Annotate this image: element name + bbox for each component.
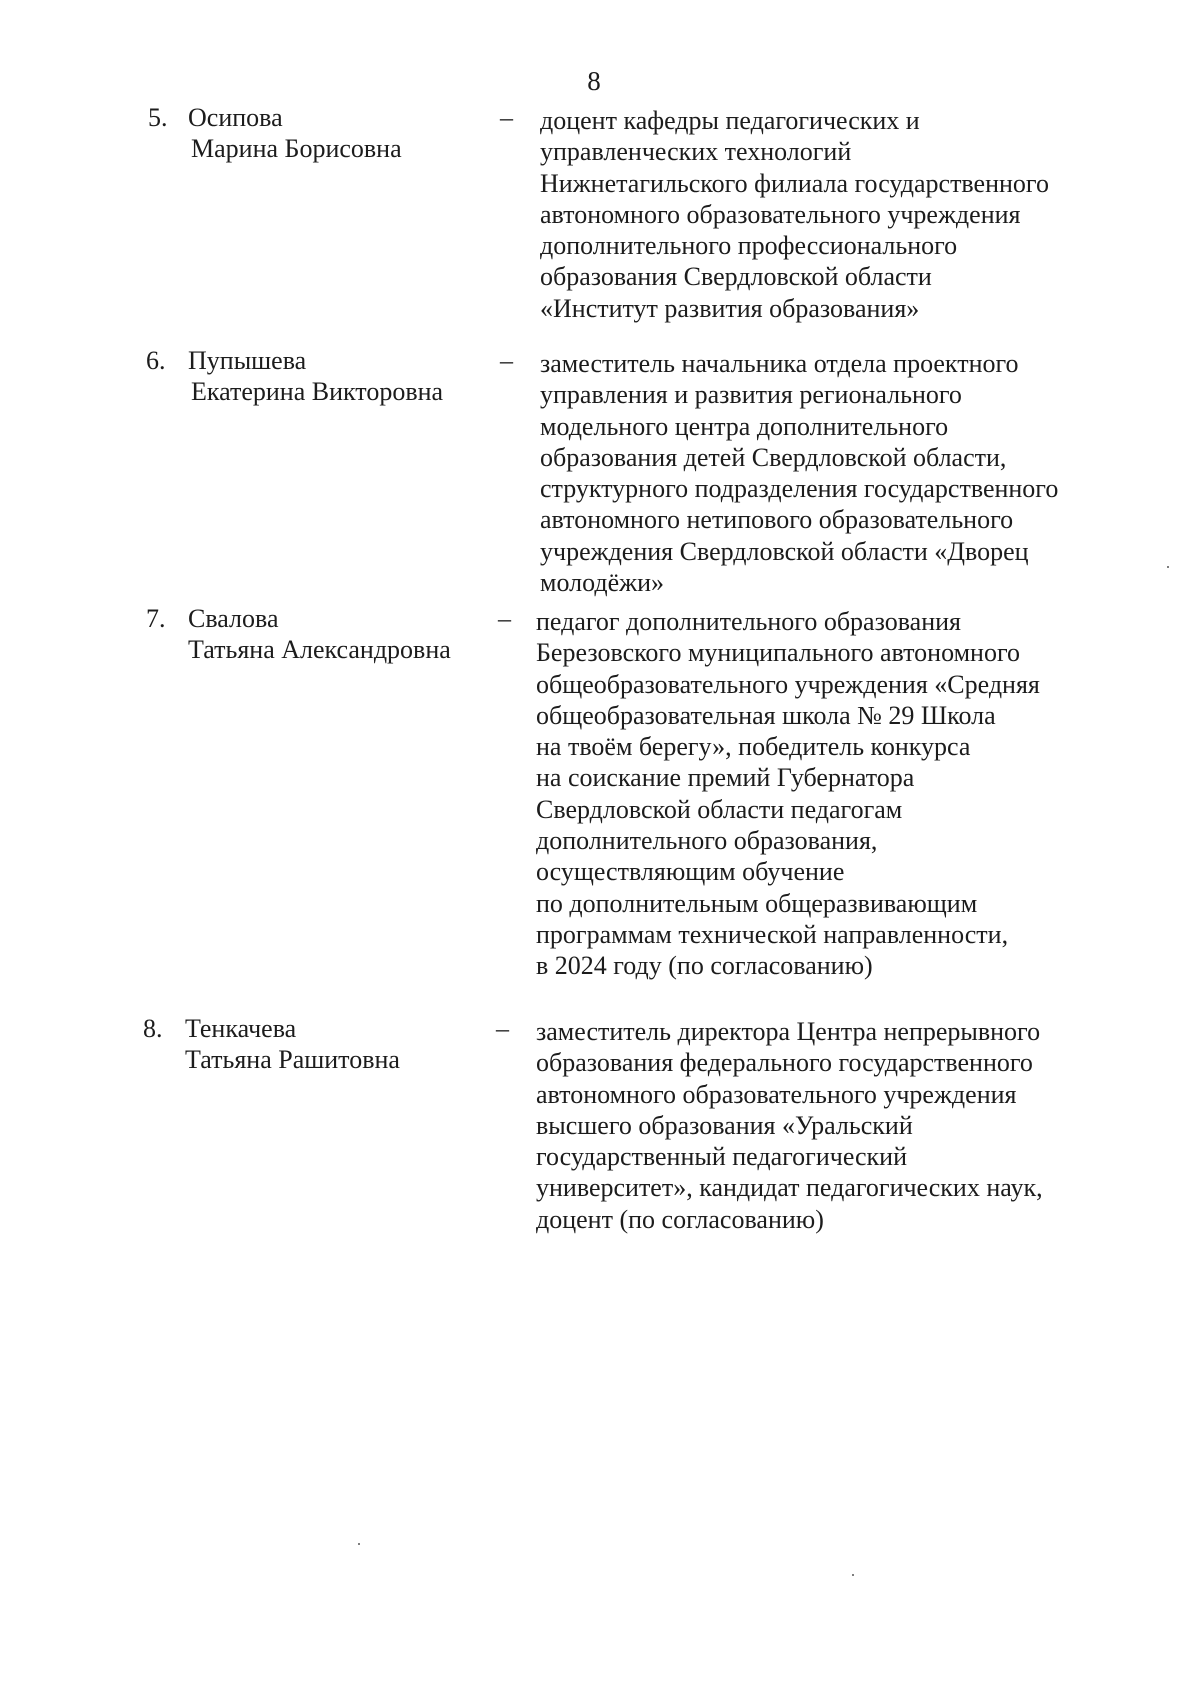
position-line: государственный педагогический — [536, 1142, 908, 1172]
position-line: структурного подразделения государственного — [540, 474, 1059, 504]
position-line: доцент (по согласованию) — [536, 1204, 824, 1234]
position-line: учреждения Свердловской области «Дворец — [540, 536, 1029, 566]
position-line: автономного образовательного учреждения — [536, 1079, 1017, 1109]
position-line: на твоём берегу», победитель конкурса — [536, 732, 971, 762]
member-position — [536, 606, 1040, 982]
member-name — [188, 102, 402, 165]
scan-speck — [358, 1543, 360, 1545]
surname: Осипова — [188, 103, 283, 132]
position-line: управленческих технологий — [540, 137, 852, 167]
member-position — [540, 348, 1058, 598]
member-name — [188, 603, 451, 666]
entry-number: 7. — [146, 604, 166, 633]
position-line: Свердловской области педагогам — [536, 794, 903, 824]
position-line: Нижнетагильского филиала государственного — [540, 168, 1049, 198]
scan-speck — [852, 1574, 854, 1576]
surname: Пупышева — [188, 346, 307, 375]
scan-speck — [1167, 566, 1169, 568]
position-line: дополнительного профессионального — [540, 231, 958, 261]
position-line: университет», кандидат педагогических наук, — [536, 1173, 1043, 1203]
given-names: Татьяна Рашитовна — [185, 1045, 400, 1075]
member-position — [536, 1016, 1043, 1235]
position-line: на соискание премий Губернатора — [536, 763, 915, 793]
member-position — [540, 105, 1049, 324]
position-line: в 2024 году (по согласованию) — [536, 951, 873, 981]
entry-number: 8. — [143, 1014, 163, 1043]
position-line: управления и развития регионального — [540, 380, 962, 410]
surname: Свалова — [188, 604, 279, 633]
position-line: общеобразовательная школа № 29 Школа — [536, 700, 996, 730]
position-line: программам технической направленности, — [536, 919, 1009, 949]
dash-separator: – — [500, 346, 513, 375]
position-line: по дополнительным общеразвивающим — [536, 888, 978, 918]
given-names: Марина Борисовна — [191, 134, 402, 164]
position-line: автономного нетипового образовательного — [540, 505, 1014, 535]
entry-number: 5. — [148, 103, 168, 132]
position-line: педагог дополнительного образования — [536, 607, 961, 636]
page-number: 8 — [587, 66, 601, 96]
member-name — [185, 1013, 400, 1076]
position-line: «Институт развития образования» — [540, 293, 920, 323]
position-line: высшего образования «Уральский — [536, 1110, 913, 1140]
position-line: осуществляющим обучение — [536, 857, 845, 887]
given-names: Татьяна Александровна — [188, 635, 451, 665]
position-line: образования детей Свердловской области, — [540, 442, 1007, 472]
position-line: образования федерального государственного — [536, 1048, 1033, 1078]
member-name — [188, 345, 443, 408]
entry-number: 6. — [146, 346, 166, 375]
dash-separator: – — [500, 103, 513, 132]
position-line: автономного образовательного учреждения — [540, 199, 1021, 229]
position-line: образования Свердловской области — [540, 262, 932, 292]
surname: Тенкачева — [185, 1014, 297, 1043]
dash-separator: – — [496, 1014, 509, 1043]
position-line: дополнительного образования, — [536, 826, 878, 856]
position-line: заместитель начальника отдела проектного — [540, 349, 1019, 378]
position-line: доцент кафедры педагогических и — [540, 106, 920, 135]
position-line: модельного центра дополнительного — [540, 411, 949, 441]
position-line: заместитель директора Центра непрерывного — [536, 1017, 1041, 1046]
dash-separator: – — [498, 604, 511, 633]
given-names: Екатерина Викторовна — [191, 377, 444, 407]
position-line: Березовского муниципального автономного — [536, 638, 1020, 668]
position-line: общеобразовательного учреждения «Средняя — [536, 669, 1040, 699]
position-line: молодёжи» — [540, 568, 664, 598]
